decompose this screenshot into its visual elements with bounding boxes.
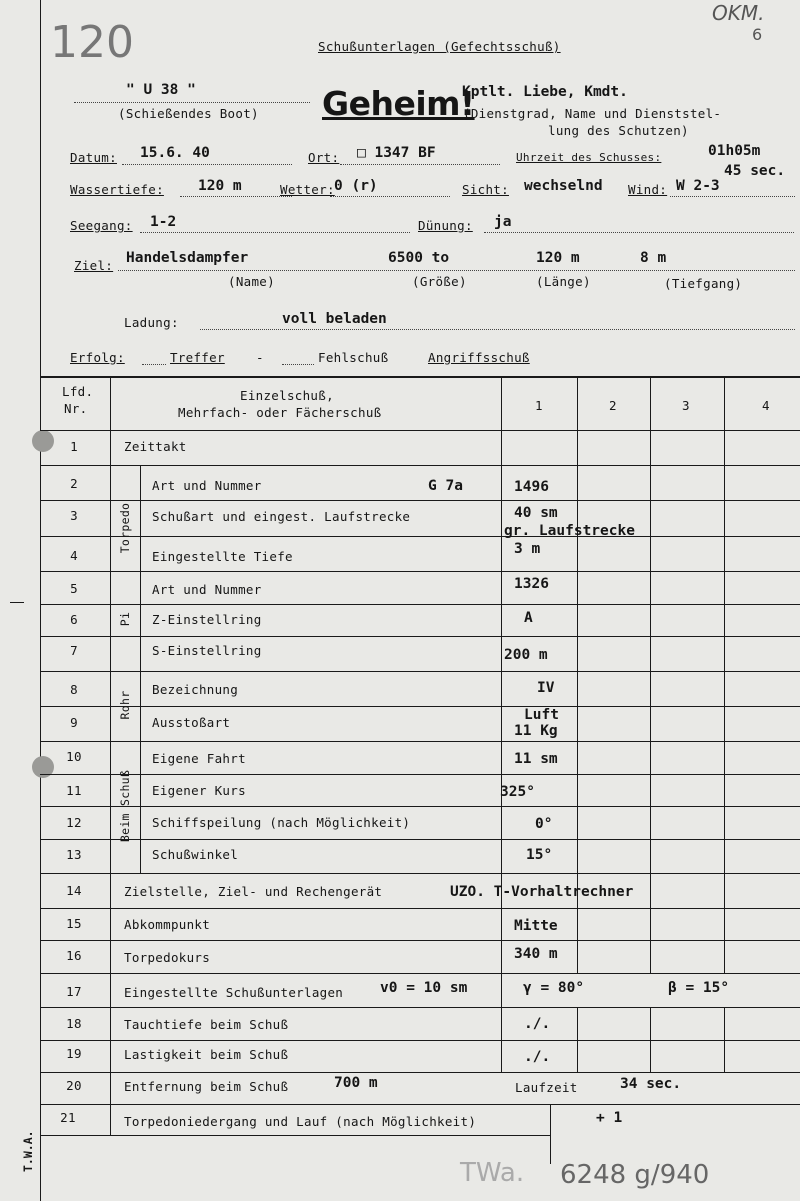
row-20-extra: 700 m: [334, 1075, 378, 1091]
table-header-line: [40, 430, 800, 431]
row-4-value: 3 m: [514, 541, 541, 557]
side-archive-mark: T.W.A.: [21, 1130, 35, 1172]
ziel-tiefgang-label: (Tiefgang): [664, 276, 743, 291]
row-5-nr: 5: [70, 581, 78, 596]
row-10-value: 11 sm: [514, 751, 558, 767]
ziel-dots: [118, 270, 795, 271]
seegang-dots: [140, 232, 410, 233]
header-col-2: 2: [609, 398, 617, 413]
row-18-value: ./.: [524, 1016, 551, 1032]
row-8-nr: 8: [70, 682, 78, 697]
row-8-label: Bezeichnung: [152, 682, 239, 697]
left-margin-line: [40, 0, 41, 1201]
row-7-value: 200 m: [504, 647, 548, 663]
erfolg-treffer: Treffer: [170, 350, 225, 365]
corner-mark: OKM.: [712, 1, 765, 25]
erfolg-label: Erfolg:: [70, 350, 125, 365]
wassertiefe-dots: [180, 196, 292, 197]
seegang-label: Seegang:: [70, 218, 133, 233]
row-8-value: IV: [537, 680, 555, 696]
row-11-label: Eigener Kurs: [152, 783, 246, 798]
boat-label: (Schießendes Boot): [118, 106, 259, 121]
ziel-groesse: 6500 to: [388, 250, 450, 266]
datum-dots: [122, 164, 292, 165]
row-9-value: Luft: [524, 707, 559, 723]
geheim-stamp: Geheim!: [322, 84, 475, 123]
handwritten-page-number: 120: [50, 17, 134, 68]
row-line: [40, 1104, 800, 1105]
row-4-label: Eingestellte Tiefe: [152, 549, 293, 564]
row-19-label: Lastigkeit beim Schuß: [124, 1047, 289, 1062]
ladung-value: voll beladen: [282, 311, 387, 327]
row-line: [40, 706, 800, 707]
erfolg-angriff: Angriffsschuß: [428, 350, 530, 365]
erfolg-dots-1: [142, 364, 166, 365]
commander-value: Kptlt. Liebe, Kmdt.: [462, 84, 628, 100]
col-line-group: [140, 465, 141, 873]
duenung-label: Dünung:: [418, 218, 473, 233]
row-7-nr: 7: [70, 643, 78, 658]
ziel-tiefgang: 8 m: [640, 250, 667, 266]
row-16-nr: 16: [66, 948, 82, 963]
archive-mark: TWa.: [460, 1158, 525, 1188]
row-line: [40, 839, 800, 840]
col-line-2b: [577, 1007, 578, 1072]
row-18-label: Tauchtiefe beim Schuß: [124, 1017, 289, 1032]
row-line: [40, 741, 800, 742]
row-20-laufzeit-label: Laufzeit: [515, 1080, 578, 1095]
row-line: [40, 1072, 800, 1073]
row-line: [40, 973, 800, 974]
row-10-nr: 10: [66, 749, 82, 764]
row-14-nr: 14: [66, 883, 82, 898]
row-13-nr: 13: [66, 847, 82, 862]
group-rohr: Rohr: [118, 690, 132, 720]
row-4-nr: 4: [70, 548, 78, 563]
row-16-label: Torpedokurs: [124, 950, 211, 965]
wind-value: W 2-3: [676, 178, 720, 194]
row-21-value: + 1: [596, 1110, 623, 1126]
wetter-dots: [330, 196, 450, 197]
corner-page-number: 6: [752, 25, 763, 44]
row-1-label: Zeittakt: [124, 439, 187, 454]
wind-label: Wind:: [628, 182, 668, 197]
ziel-groesse-label: (Größe): [412, 274, 467, 289]
row-16-value: 340 m: [514, 946, 558, 962]
col-line-nr: [110, 376, 111, 1135]
seegang-value: 1-2: [150, 214, 177, 230]
row-line: [40, 806, 800, 807]
row-18-nr: 18: [66, 1016, 82, 1031]
row-21-label: Torpedoniedergang und Lauf (nach Möglichkeit): [124, 1114, 477, 1129]
row-line: [40, 671, 800, 672]
row-14-value: UZO. T-Vorhaltrechner: [450, 884, 634, 900]
row-12-value: 0°: [535, 816, 553, 832]
ziel-laenge-label: (Länge): [536, 274, 591, 289]
boat-value: " U 38 ": [126, 82, 196, 98]
row-3-label: Schußart und eingest. Laufstrecke: [152, 509, 411, 524]
row-10-label: Eigene Fahrt: [152, 751, 246, 766]
row-13-value: 15°: [526, 847, 553, 863]
row-9-nr: 9: [70, 715, 78, 730]
wassertiefe-label: Wassertiefe:: [70, 182, 164, 197]
commander-label-1: (Dienstgrad, Name und Dienststel-: [463, 106, 722, 121]
row-12-nr: 12: [66, 815, 82, 830]
margin-tick: [10, 602, 24, 603]
commander-label-2: lung des Schutzen): [548, 123, 689, 138]
erfolg-fehlschuss: Fehlschuß: [318, 350, 389, 365]
uhrzeit-value: 01h05m: [708, 143, 761, 159]
row-line: [40, 774, 800, 775]
row-7-label: S-Einstellring: [152, 643, 262, 658]
row-14-label: Zielstelle, Ziel- und Rechengerät: [124, 884, 383, 899]
row-5-value: 1326: [514, 576, 549, 592]
row-line: [40, 940, 800, 941]
row-2-extra: G 7a: [428, 478, 463, 494]
header-col-3: 3: [682, 398, 690, 413]
row-15-label: Abkommpunkt: [124, 917, 211, 932]
row-20-nr: 20: [66, 1078, 82, 1093]
header-lfd: Lfd.: [62, 384, 94, 399]
row-5-label: Art und Nummer: [152, 582, 262, 597]
group-pi: Pi: [118, 611, 132, 627]
row-line: [40, 604, 800, 605]
row-9-label: Ausstoßart: [152, 715, 231, 730]
erfolg-dash: -: [256, 350, 264, 365]
row-3-value-2: gr. Laufstrecke: [504, 523, 635, 539]
sicht-value: wechselnd: [524, 178, 603, 194]
row-6-label: Z-Einstellring: [152, 612, 262, 627]
row-2-nr: 2: [70, 476, 78, 491]
row-line: [40, 908, 800, 909]
group-torpedo: Torpedo: [118, 502, 132, 554]
duenung-dots: [484, 232, 794, 233]
row-line: [40, 465, 800, 466]
row-9-value-2: 11 Kg: [514, 723, 558, 739]
ort-value: □ 1347 BF: [357, 145, 436, 161]
row-line: [40, 500, 800, 501]
col-line-row21: [550, 1104, 551, 1164]
header-nr: Nr.: [64, 401, 88, 416]
row-1-nr: 1: [70, 439, 78, 454]
row-6-nr: 6: [70, 612, 78, 627]
row-19-value: ./.: [524, 1049, 551, 1065]
header-col-1: 1: [535, 398, 543, 413]
row-12-label: Schiffspeilung (nach Möglichkeit): [152, 815, 411, 830]
row-line: [40, 873, 800, 874]
header-desc-1: Einzelschuß,: [240, 388, 334, 403]
document-title: Schußunterlagen (Gefechtsschuß): [318, 39, 561, 54]
row-3-nr: 3: [70, 508, 78, 523]
row-3-value: 40 sm: [514, 505, 558, 521]
datum-value: 15.6. 40: [140, 145, 210, 161]
wetter-label: Wetter:: [280, 182, 335, 197]
col-line-1: [501, 376, 502, 1072]
archive-number: 6248 g/940: [560, 1160, 710, 1190]
header-desc-2: Mehrfach- oder Fächerschuß: [178, 405, 382, 420]
row-19-nr: 19: [66, 1046, 82, 1061]
sicht-label: Sicht:: [462, 182, 509, 197]
uhrzeit-label: Uhrzeit des Schusses:: [516, 151, 662, 164]
datum-label: Datum:: [70, 150, 117, 165]
col-line-4: [724, 376, 725, 973]
row-2-label: Art und Nummer: [152, 478, 262, 493]
ziel-label: Ziel:: [74, 258, 114, 273]
ziel-name: Handelsdampfer: [126, 250, 249, 266]
row-15-nr: 15: [66, 916, 82, 931]
table-top-line: [40, 376, 800, 378]
row-20-value: 34 sec.: [620, 1076, 682, 1092]
uhrzeit-value-2: 45 sec.: [724, 163, 786, 179]
duenung-value: ja: [494, 214, 512, 230]
group-beim-schuss: Beim Schuß: [118, 769, 132, 843]
ladung-dots: [200, 329, 795, 330]
row-line: [40, 1040, 800, 1041]
row-line: [40, 1135, 550, 1136]
boat-dots: [74, 102, 310, 103]
row-13-label: Schußwinkel: [152, 847, 239, 862]
row-line: [40, 1007, 800, 1008]
row-21-nr: 21: [60, 1110, 76, 1125]
ziel-name-label: (Name): [228, 274, 275, 289]
ladung-label: Ladung:: [124, 315, 179, 330]
ziel-laenge: 120 m: [536, 250, 580, 266]
col-line-4b: [724, 1007, 725, 1072]
header-col-4: 4: [762, 398, 770, 413]
row-line: [40, 536, 800, 537]
row-11-value: 325°: [500, 784, 535, 800]
wassertiefe-value: 120 m: [198, 178, 242, 194]
wetter-value: 0 (r): [334, 178, 378, 194]
col-line-3: [650, 376, 651, 973]
row-17-v0: v0 = 10 sm: [380, 980, 468, 996]
row-line: [40, 636, 800, 637]
row-11-nr: 11: [66, 783, 82, 798]
row-17-nr: 17: [66, 984, 82, 999]
row-17-gamma: γ = 80°: [523, 980, 585, 996]
row-17-beta: β = 15°: [668, 980, 730, 996]
erfolg-dots-2: [282, 364, 314, 365]
ort-label: Ort:: [308, 150, 340, 165]
row-6-value: A: [524, 610, 533, 626]
ort-dots: [340, 164, 500, 165]
row-line: [40, 571, 800, 572]
row-15-value: Mitte: [514, 918, 558, 934]
row-17-label: Eingestellte Schußunterlagen: [124, 985, 344, 1000]
row-20-label: Entfernung beim Schuß: [124, 1079, 289, 1094]
col-line-3b: [650, 1007, 651, 1072]
row-2-value: 1496: [514, 479, 549, 495]
wind-dots: [670, 196, 795, 197]
